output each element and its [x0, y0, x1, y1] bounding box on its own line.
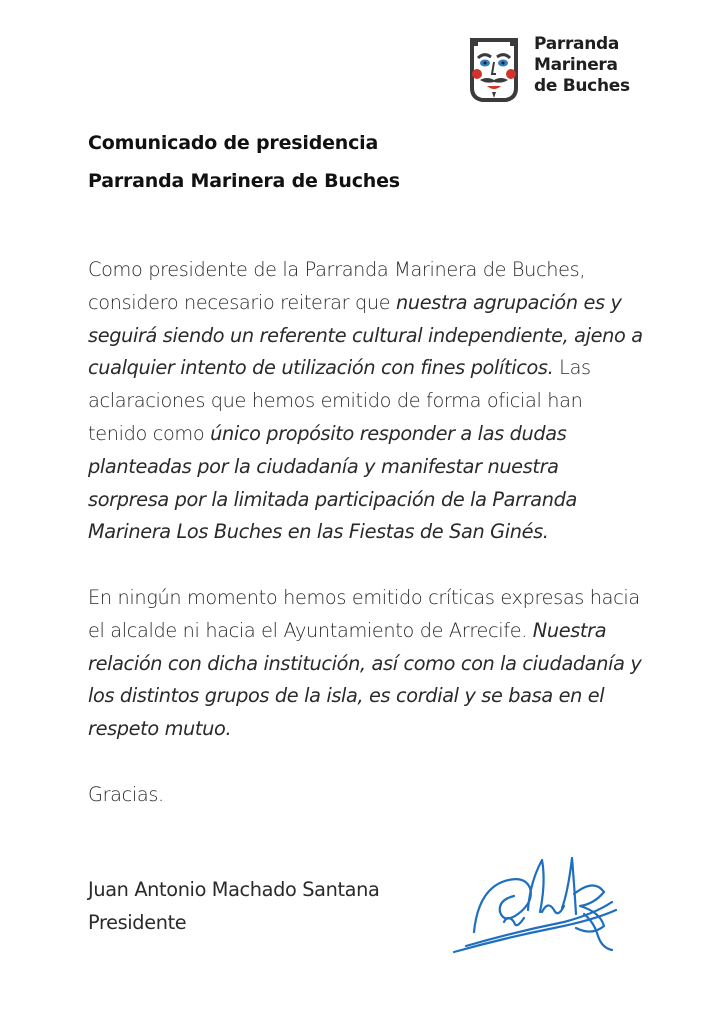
organization-logo [466, 34, 646, 106]
signatory-name: Juan Antonio Machado Santana [88, 878, 380, 901]
logo-line: de Buches [534, 76, 630, 96]
paragraph-relationship [88, 582, 644, 746]
heading-organization: Parranda Marinera de Buches [88, 170, 400, 192]
logo-wordmark [534, 34, 646, 97]
text-segment-italic: único propósito responder a las dudas planteadas por la ciudadanía y manifestar nuestra sorpresa por la limitada participación de la Parranda Marinera Los Buches en las Fiestas de San Ginés. [88, 421, 577, 544]
text-segment: Las aclaraciones que hemos emitido de forma oficial han tenido como [88, 356, 591, 445]
text-segment: Como presidente de la Parranda Marinera de Buches, considero necesario reiterar que [88, 258, 586, 314]
closing-text: Gracias. [88, 782, 164, 806]
text-segment-italic: Nuestra relación con dicha institución, así como con la ciudadanía y los distintos grupos de la isla, es cordial y se basa en el respeto mutuo. [88, 618, 642, 741]
signatory-block [88, 874, 379, 940]
logo-line: Parranda [534, 34, 620, 54]
document-body [88, 254, 644, 844]
paragraph-clarification [88, 254, 644, 549]
document-heading [88, 124, 648, 200]
mask-face-icon [466, 36, 522, 102]
logo-line: Marinera [534, 55, 618, 75]
heading-title: Comunicado de presidencia [88, 132, 379, 154]
handwritten-signature [444, 852, 624, 962]
text-segment: En ningún momento hemos emitido críticas expresas hacia el alcalde ni hacia el Ayuntamiento de Arrecife. [88, 585, 640, 642]
text-segment-italic: nuestra agrupación es y seguirá siendo un referente cultural independiente, ajeno a cualquier intento de utilización con fines políticos. [88, 290, 643, 380]
signatory-role: Presidente [88, 910, 187, 934]
